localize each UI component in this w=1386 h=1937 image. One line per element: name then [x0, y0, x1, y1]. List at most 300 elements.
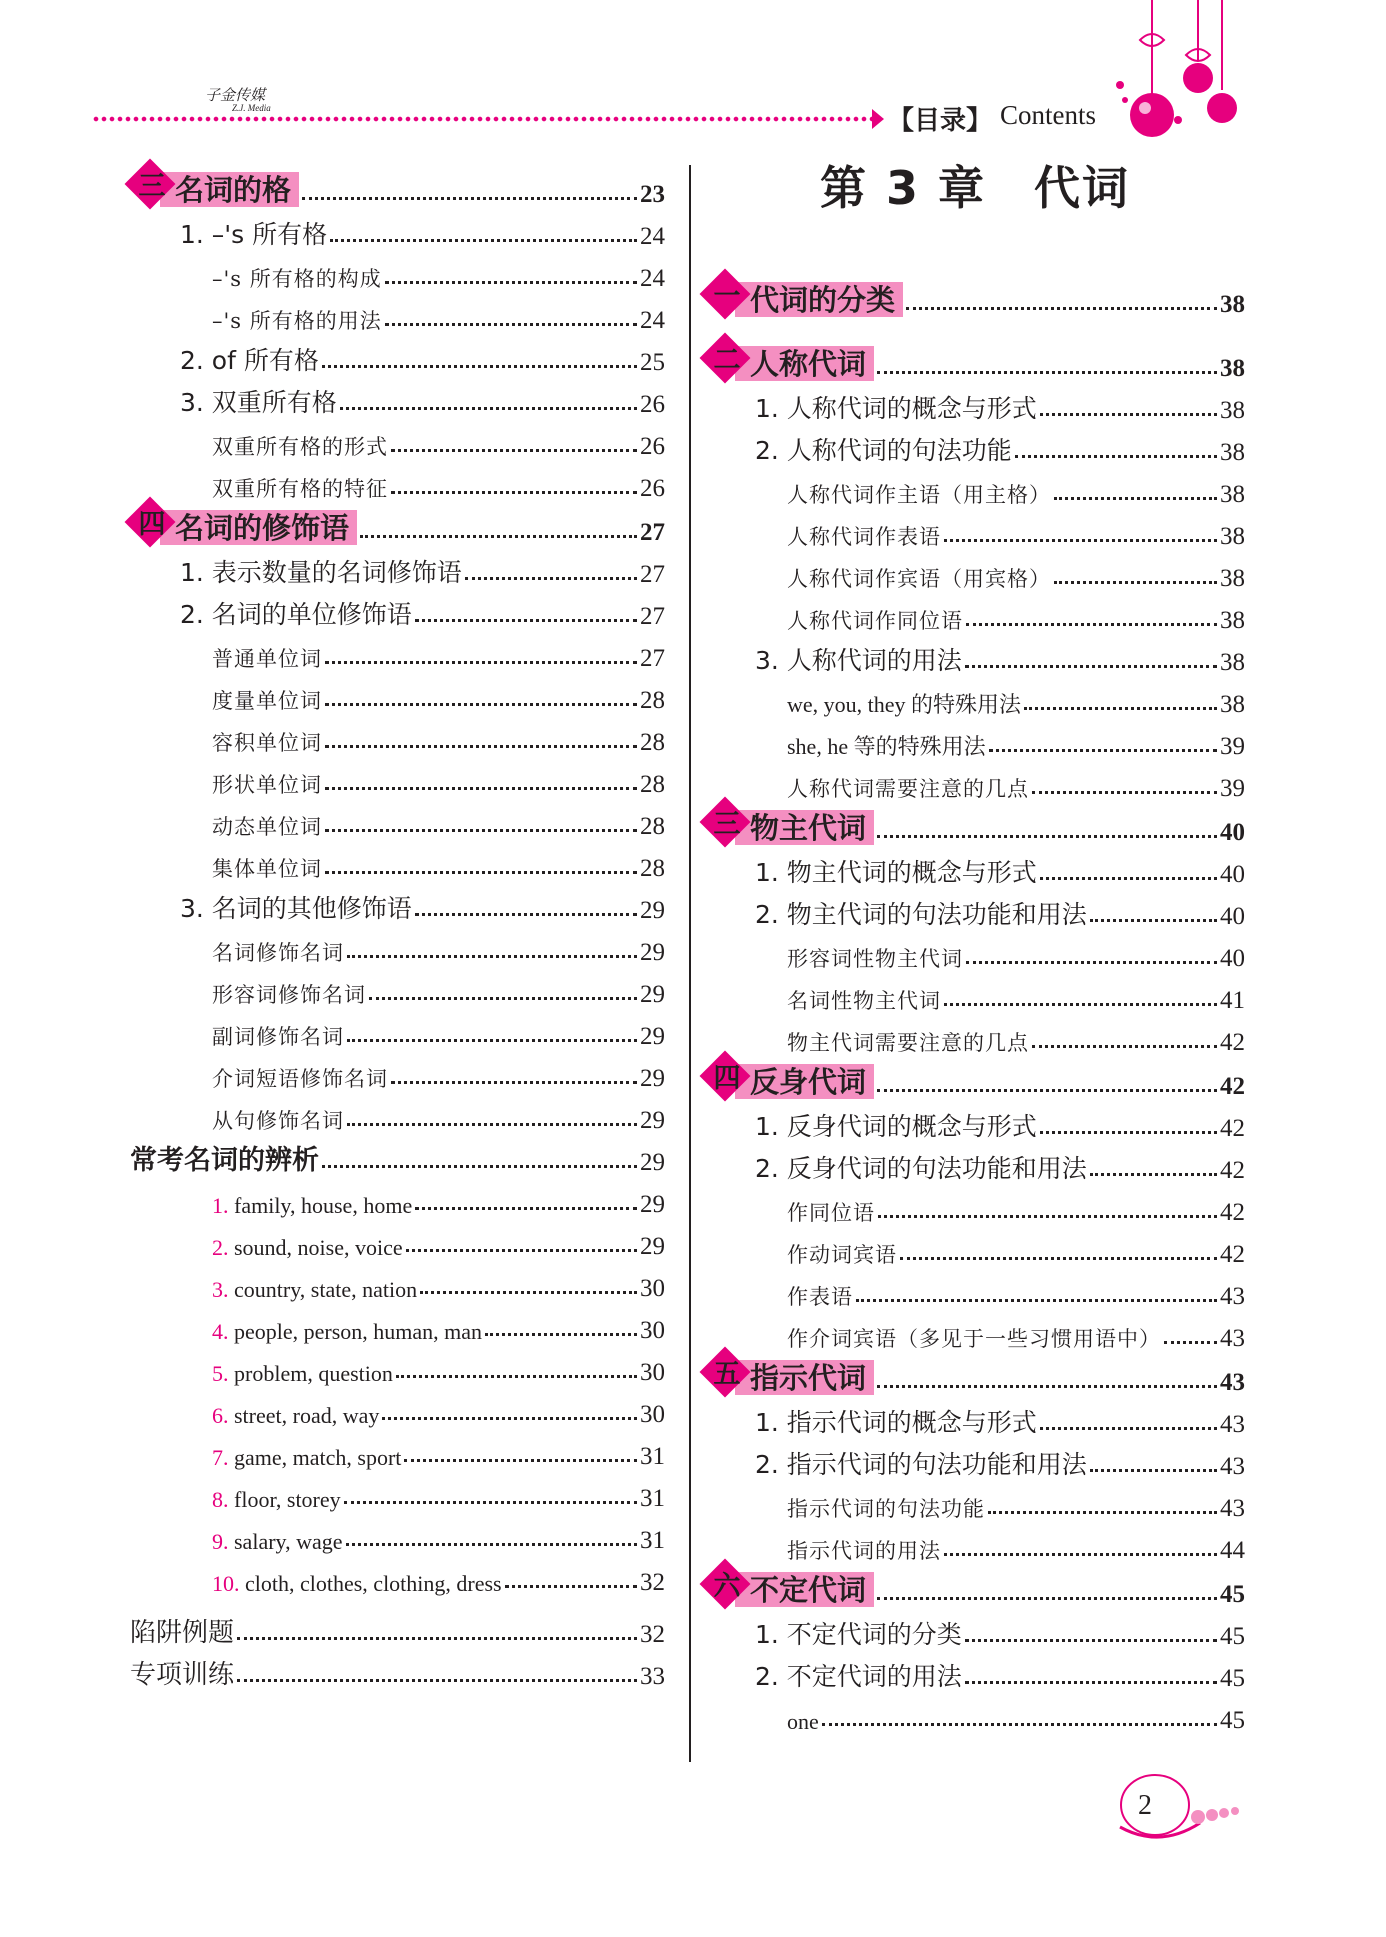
- toc-page: 45: [1220, 1707, 1245, 1734]
- toc-title: 1. 指示代词的概念与形式: [755, 1408, 1037, 1437]
- leader-dots: [340, 407, 637, 410]
- toc-page: 44: [1220, 1537, 1245, 1564]
- toc-entry[interactable]: [705, 1311, 1245, 1353]
- toc-label: game, match, sport: [228, 1445, 402, 1470]
- leader-dots: [966, 623, 1217, 626]
- toc-page: 33: [640, 1663, 665, 1690]
- toc-page: 28: [640, 687, 665, 714]
- toc-discrimination[interactable]: [130, 1135, 665, 1177]
- leader-dots: [856, 1299, 1217, 1302]
- toc-title: 名词的格: [130, 168, 299, 209]
- leader-dots: [325, 829, 637, 832]
- toc-title: 3. 人称代词的用法: [755, 646, 962, 675]
- leader-dots: [1040, 1427, 1217, 1430]
- leader-dots: [396, 1375, 637, 1378]
- toc-page: 43: [1220, 1411, 1245, 1438]
- leader-dots: [382, 1417, 637, 1420]
- toc-title: 专项训练: [130, 1660, 235, 1690]
- toc-entry[interactable]: [705, 635, 1245, 677]
- leader-dots: [1032, 791, 1217, 794]
- toc-title: 人称代词作主语（用主格）: [787, 483, 1051, 507]
- toc-entry[interactable]: [705, 1651, 1245, 1693]
- toc-entry[interactable]: [705, 551, 1245, 593]
- toc-page: 31: [640, 1485, 665, 1512]
- toc-title: 1. 反身代词的概念与形式: [755, 1112, 1037, 1141]
- toc-page: 43: [1220, 1283, 1245, 1310]
- leader-dots: [369, 997, 637, 1000]
- toc-page: 43: [1220, 1453, 1245, 1480]
- toc-title: we, you, they 的特殊用法: [787, 692, 1022, 717]
- leader-dots: [1032, 1045, 1217, 1048]
- toc-number: 8.: [212, 1487, 229, 1512]
- toc-entry[interactable]: [705, 719, 1245, 761]
- toc-entry[interactable]: [130, 1009, 665, 1051]
- toc-section-6[interactable]: [705, 1565, 1245, 1609]
- toc-title: 常考名词的辨析: [130, 1145, 319, 1176]
- toc-number: 2.: [212, 1235, 229, 1260]
- toc-title: 指示代词的句法功能: [787, 1497, 985, 1521]
- toc-entry[interactable]: [705, 1397, 1245, 1439]
- toc-entry[interactable]: [705, 889, 1245, 931]
- toc-title: 1. 物主代词的概念与形式: [755, 858, 1037, 887]
- toc-title: 形容词性物主代词: [787, 947, 963, 971]
- toc-entry[interactable]: [705, 593, 1245, 635]
- toc-entry[interactable]: [705, 1693, 1245, 1735]
- leader-dots: [877, 371, 1217, 374]
- toc-title: [212, 1361, 393, 1387]
- toc-entry[interactable]: [130, 1429, 665, 1471]
- toc-title: –'s 所有格的构成: [212, 267, 382, 291]
- toc-title: 2. 反身代词的句法功能和用法: [755, 1154, 1087, 1183]
- toc-page: 38: [1220, 565, 1245, 592]
- toc-page: 42: [1220, 1029, 1245, 1056]
- leader-dots: [385, 323, 637, 326]
- toc-title: 度量单位词: [212, 689, 322, 713]
- toc-entry[interactable]: [130, 883, 665, 925]
- toc-page: 25: [640, 349, 665, 376]
- toc-entry[interactable]: [130, 335, 665, 377]
- toc-label: salary, wage: [228, 1529, 343, 1554]
- toc-title: 形状单位词: [212, 773, 322, 797]
- toc-left-column: [130, 165, 665, 1691]
- toc-page: 24: [640, 265, 665, 292]
- toc-number: 7.: [212, 1445, 229, 1470]
- toc-title: 名词修饰名词: [212, 941, 344, 965]
- toc-page: 29: [640, 1023, 665, 1050]
- toc-page: 38: [1220, 291, 1245, 318]
- toc-section-4-pronoun[interactable]: [705, 1057, 1245, 1101]
- toc-section-4[interactable]: [130, 503, 665, 547]
- toc-entry[interactable]: [130, 631, 665, 673]
- toc-entry[interactable]: [705, 1609, 1245, 1651]
- toc-page: 27: [640, 645, 665, 672]
- toc-title: 指示代词的用法: [787, 1539, 941, 1563]
- toc-title: 人称代词作同位语: [787, 609, 963, 633]
- toc-entry[interactable]: [130, 251, 665, 293]
- toc-page: 27: [640, 519, 665, 546]
- leader-dots: [1040, 1131, 1217, 1134]
- toc-entry[interactable]: [130, 1261, 665, 1303]
- toc-page: 31: [640, 1527, 665, 1554]
- toc-title: 陷阱例题: [130, 1618, 235, 1648]
- toc-entry[interactable]: [705, 1227, 1245, 1269]
- toc-entry[interactable]: [130, 673, 665, 715]
- toc-page: 30: [640, 1359, 665, 1386]
- toc-entry[interactable]: [130, 377, 665, 419]
- toc-page: 29: [640, 1065, 665, 1092]
- toc-entry[interactable]: [130, 547, 665, 589]
- leader-dots: [330, 239, 637, 242]
- toc-label: problem, question: [228, 1361, 393, 1386]
- leader-dots: [1054, 581, 1217, 584]
- toc-entry[interactable]: [130, 967, 665, 1009]
- toc-label: family, house, home: [228, 1193, 413, 1218]
- toc-title: 不定代词: [705, 1568, 874, 1609]
- toc-title: 人称代词作表语: [787, 525, 941, 549]
- toc-page: 29: [640, 939, 665, 966]
- leader-dots: [505, 1585, 637, 1588]
- toc-page: 42: [1220, 1199, 1245, 1226]
- toc-page: 29: [640, 1233, 665, 1260]
- toc-entry[interactable]: [130, 1093, 665, 1135]
- toc-page: 28: [640, 813, 665, 840]
- header-contents-label: Contents: [1000, 100, 1097, 130]
- toc-right-column: [705, 155, 1245, 1735]
- leader-dots: [237, 1637, 637, 1640]
- toc-entry[interactable]: [130, 799, 665, 841]
- toc-label: country, state, nation: [228, 1277, 418, 1302]
- section-badge-label: 六: [713, 1571, 741, 1602]
- toc-page: 40: [1220, 903, 1245, 930]
- toc-title: [212, 1193, 412, 1219]
- toc-page: 39: [1220, 775, 1245, 802]
- toc-title: 双重所有格的形式: [212, 435, 388, 459]
- toc-entry[interactable]: [705, 677, 1245, 719]
- toc-title: 2. 指示代词的句法功能和用法: [755, 1450, 1087, 1479]
- toc-number: 6.: [212, 1403, 229, 1428]
- hanging-ornaments-icon: [1110, 0, 1250, 145]
- toc-entry[interactable]: [130, 1303, 665, 1345]
- toc-title: 1. 不定代词的分类: [755, 1620, 962, 1649]
- leader-dots: [1090, 919, 1217, 922]
- toc-section-3[interactable]: [130, 165, 665, 209]
- toc-page: 24: [640, 307, 665, 334]
- leader-dots: [322, 1165, 637, 1168]
- toc-entry[interactable]: [130, 419, 665, 461]
- leader-dots: [391, 449, 637, 452]
- toc-page: 38: [1220, 481, 1245, 508]
- leader-dots: [415, 619, 637, 622]
- leader-dots: [302, 197, 637, 200]
- toc-entry[interactable]: [705, 1015, 1245, 1057]
- header-dotted-rule: [92, 114, 872, 124]
- toc-page: 42: [1220, 1115, 1245, 1142]
- toc-label: people, person, human, man: [228, 1319, 483, 1344]
- toc-page: 42: [1220, 1241, 1245, 1268]
- toc-title: [212, 1571, 502, 1597]
- leader-dots: [347, 1123, 637, 1126]
- toc-entry[interactable]: [705, 1439, 1245, 1481]
- toc-entry[interactable]: [130, 1345, 665, 1387]
- toc-entry[interactable]: [705, 467, 1245, 509]
- chapter-title: 第 3 章 代词: [819, 161, 1131, 215]
- toc-number: 3.: [212, 1277, 229, 1302]
- toc-entry[interactable]: [130, 1555, 665, 1597]
- toc-title: 2. 名词的单位修饰语: [180, 600, 412, 629]
- toc-title: [212, 1445, 401, 1471]
- toc-title: 名词的修饰语: [130, 506, 357, 547]
- section-badge-label: 三: [138, 171, 166, 202]
- toc-title: 1. –'s 所有格: [180, 220, 328, 249]
- toc-page: 28: [640, 729, 665, 756]
- section-badge-label: 三: [713, 809, 741, 840]
- toc-title: 2. 不定代词的用法: [755, 1662, 962, 1691]
- toc-page: 45: [1220, 1623, 1245, 1650]
- leader-dots: [1015, 455, 1217, 458]
- toc-page: 43: [1220, 1495, 1245, 1522]
- toc-entry[interactable]: [130, 1471, 665, 1513]
- toc-title: 普通单位词: [212, 647, 322, 671]
- toc-page: 41: [1220, 987, 1245, 1014]
- toc-section-5[interactable]: [705, 1353, 1245, 1397]
- toc-number: 10.: [212, 1571, 240, 1596]
- leader-dots: [1040, 877, 1217, 880]
- toc-page: 38: [1220, 607, 1245, 634]
- section-badge-label: 四: [138, 509, 166, 540]
- leader-dots: [944, 539, 1217, 542]
- toc-title: 物主代词: [705, 806, 874, 847]
- leader-dots: [360, 535, 637, 538]
- toc-entry[interactable]: [705, 847, 1245, 889]
- toc-entry[interactable]: [130, 1387, 665, 1429]
- leader-dots: [965, 1681, 1217, 1684]
- toc-entry[interactable]: [130, 1219, 665, 1261]
- leader-dots: [965, 1639, 1217, 1642]
- leader-dots: [877, 835, 1217, 838]
- toc-title: one: [787, 1709, 819, 1734]
- toc-entry[interactable]: [705, 1101, 1245, 1143]
- toc-title: 容积单位词: [212, 731, 322, 755]
- toc-title: 作动词宾语: [787, 1243, 897, 1267]
- toc-title: 反身代词: [705, 1060, 874, 1101]
- leader-dots: [325, 703, 637, 706]
- leader-dots: [1090, 1469, 1217, 1472]
- toc-title: [212, 1277, 417, 1303]
- toc-page: 45: [1220, 1665, 1245, 1692]
- toc-title: [212, 1487, 341, 1513]
- toc-entry[interactable]: [705, 1523, 1245, 1565]
- toc-page: 30: [640, 1317, 665, 1344]
- leader-dots: [404, 1459, 637, 1462]
- toc-page: 38: [1220, 355, 1245, 382]
- toc-page: 29: [640, 1191, 665, 1218]
- toc-page: 38: [1220, 649, 1245, 676]
- leader-dots: [1040, 413, 1217, 416]
- toc-entry[interactable]: [130, 293, 665, 335]
- toc-entry[interactable]: [705, 509, 1245, 551]
- leader-dots: [1024, 707, 1217, 710]
- leader-dots: [391, 491, 637, 494]
- toc-page: 43: [1220, 1369, 1245, 1396]
- toc-entry[interactable]: [130, 757, 665, 799]
- leader-dots: [906, 307, 1217, 310]
- toc-entry[interactable]: [130, 589, 665, 631]
- toc-entry[interactable]: [705, 931, 1245, 973]
- toc-page: 26: [640, 391, 665, 418]
- publisher-logo: 子金传媒: [205, 88, 266, 104]
- leader-dots: [965, 665, 1217, 668]
- toc-page: 38: [1220, 523, 1245, 550]
- leader-dots: [877, 1089, 1217, 1092]
- leader-dots: [877, 1385, 1217, 1388]
- toc-page: 28: [640, 855, 665, 882]
- toc-title: 作介词宾语（多见于一些习惯用语中）: [787, 1327, 1161, 1351]
- toc-title: 人称代词作宾语（用宾格）: [787, 567, 1051, 591]
- page-number: 2: [1138, 1790, 1152, 1821]
- toc-entry[interactable]: [705, 761, 1245, 803]
- leader-dots: [878, 1215, 1217, 1218]
- toc-page: 32: [640, 1621, 665, 1648]
- section-badge-label: 一: [713, 281, 741, 312]
- leader-dots: [944, 1553, 1217, 1556]
- toc-label: sound, noise, voice: [228, 1235, 403, 1260]
- toc-label: cloth, clothes, clothing, dress: [239, 1571, 502, 1596]
- toc-entry[interactable]: [130, 715, 665, 757]
- section-badge-label: 二: [713, 345, 741, 376]
- toc-title: 双重所有格的特征: [212, 477, 388, 501]
- toc-section-1[interactable]: [705, 275, 1245, 319]
- toc-title: 作同位语: [787, 1201, 875, 1225]
- toc-title: 动态单位词: [212, 815, 322, 839]
- toc-title: [212, 1403, 379, 1429]
- leader-dots: [420, 1291, 637, 1294]
- toc-entry[interactable]: [130, 1051, 665, 1093]
- leader-dots: [385, 281, 637, 284]
- toc-entry[interactable]: [705, 1185, 1245, 1227]
- leader-dots: [325, 745, 637, 748]
- toc-page: 38: [1220, 397, 1245, 424]
- toc-title: 副词修饰名词: [212, 1025, 344, 1049]
- leader-dots: [347, 955, 637, 958]
- toc-title: 2. 人称代词的句法功能: [755, 436, 1012, 465]
- leader-dots: [237, 1679, 637, 1682]
- toc-title: 1. 表示数量的名词修饰语: [180, 558, 462, 587]
- leader-dots: [415, 1207, 637, 1210]
- toc-entry[interactable]: [130, 1177, 665, 1219]
- header-arrow-icon: [872, 109, 884, 129]
- toc-trap-examples[interactable]: [130, 1607, 665, 1649]
- toc-title: –'s 所有格的用法: [212, 309, 382, 333]
- column-divider: [689, 165, 691, 1762]
- toc-entry[interactable]: [705, 1143, 1245, 1185]
- toc-page: 29: [640, 1149, 665, 1176]
- leader-dots: [347, 1039, 637, 1042]
- toc-page: 32: [640, 1569, 665, 1596]
- toc-page: 29: [640, 1107, 665, 1134]
- toc-title: 2. of 所有格: [180, 346, 319, 375]
- toc-entry[interactable]: [705, 1481, 1245, 1523]
- toc-title: 集体单位词: [212, 857, 322, 881]
- toc-page: 42: [1220, 1073, 1245, 1100]
- leader-dots: [966, 961, 1217, 964]
- leader-dots: [344, 1501, 637, 1504]
- toc-number: 9.: [212, 1529, 229, 1554]
- leader-dots: [900, 1257, 1217, 1260]
- toc-title: 人称代词: [705, 342, 874, 383]
- toc-entry[interactable]: [705, 973, 1245, 1015]
- toc-page: 29: [640, 897, 665, 924]
- leader-dots: [325, 661, 637, 664]
- leader-dots: [485, 1333, 637, 1336]
- toc-title: 3. 名词的其他修饰语: [180, 894, 412, 923]
- toc-page: 27: [640, 561, 665, 588]
- toc-page: 42: [1220, 1157, 1245, 1184]
- leader-dots: [822, 1723, 1217, 1726]
- toc-title: [212, 1319, 482, 1345]
- leader-dots: [391, 1081, 637, 1084]
- toc-page: 29: [640, 981, 665, 1008]
- toc-page: 43: [1220, 1325, 1245, 1352]
- toc-page: 31: [640, 1443, 665, 1470]
- toc-title: 指示代词: [705, 1356, 874, 1397]
- toc-label: floor, storey: [228, 1487, 341, 1512]
- toc-number: 1.: [212, 1193, 229, 1218]
- toc-page: 40: [1220, 819, 1245, 846]
- toc-entry[interactable]: [705, 425, 1245, 467]
- toc-title: 名词性物主代词: [787, 989, 941, 1013]
- toc-page: 40: [1220, 945, 1245, 972]
- toc-number: 5.: [212, 1361, 229, 1386]
- toc-title: 作表语: [787, 1285, 853, 1309]
- page-number-ornament-icon: [1110, 1765, 1260, 1845]
- toc-section-2[interactable]: [705, 339, 1245, 383]
- toc-title: 3. 双重所有格: [180, 388, 337, 417]
- toc-title: 介词短语修饰名词: [212, 1067, 388, 1091]
- toc-page: 28: [640, 771, 665, 798]
- leader-dots: [988, 1511, 1217, 1514]
- leader-dots: [465, 577, 637, 580]
- toc-title: 从句修饰名词: [212, 1109, 344, 1133]
- publisher-logo-sub: Z.J. Media: [232, 103, 271, 113]
- toc-number: 4.: [212, 1319, 229, 1344]
- toc-title: 物主代词需要注意的几点: [787, 1031, 1029, 1055]
- toc-section-3-pronoun[interactable]: [705, 803, 1245, 847]
- toc-title: 2. 物主代词的句法功能和用法: [755, 900, 1087, 929]
- toc-entry[interactable]: [130, 461, 665, 503]
- toc-page: 26: [640, 475, 665, 502]
- toc-entry[interactable]: [130, 841, 665, 883]
- toc-entry[interactable]: [130, 925, 665, 967]
- header-section-label: 【目录】: [888, 106, 993, 136]
- toc-page: 40: [1220, 861, 1245, 888]
- toc-page: 38: [1220, 691, 1245, 718]
- toc-title: 形容词修饰名词: [212, 983, 366, 1007]
- toc-entry[interactable]: [130, 1513, 665, 1555]
- toc-page: 23: [640, 181, 665, 208]
- toc-entry[interactable]: [130, 209, 665, 251]
- leader-dots: [415, 913, 637, 916]
- leader-dots: [944, 1003, 1217, 1006]
- toc-title: she, he 等的特殊用法: [787, 734, 986, 759]
- toc-page: 26: [640, 433, 665, 460]
- leader-dots: [406, 1249, 637, 1252]
- toc-page: 38: [1220, 439, 1245, 466]
- toc-special-training[interactable]: [130, 1649, 665, 1691]
- leader-dots: [989, 749, 1217, 752]
- toc-entry[interactable]: [705, 1269, 1245, 1311]
- toc-page: 30: [640, 1401, 665, 1428]
- toc-entry[interactable]: [705, 383, 1245, 425]
